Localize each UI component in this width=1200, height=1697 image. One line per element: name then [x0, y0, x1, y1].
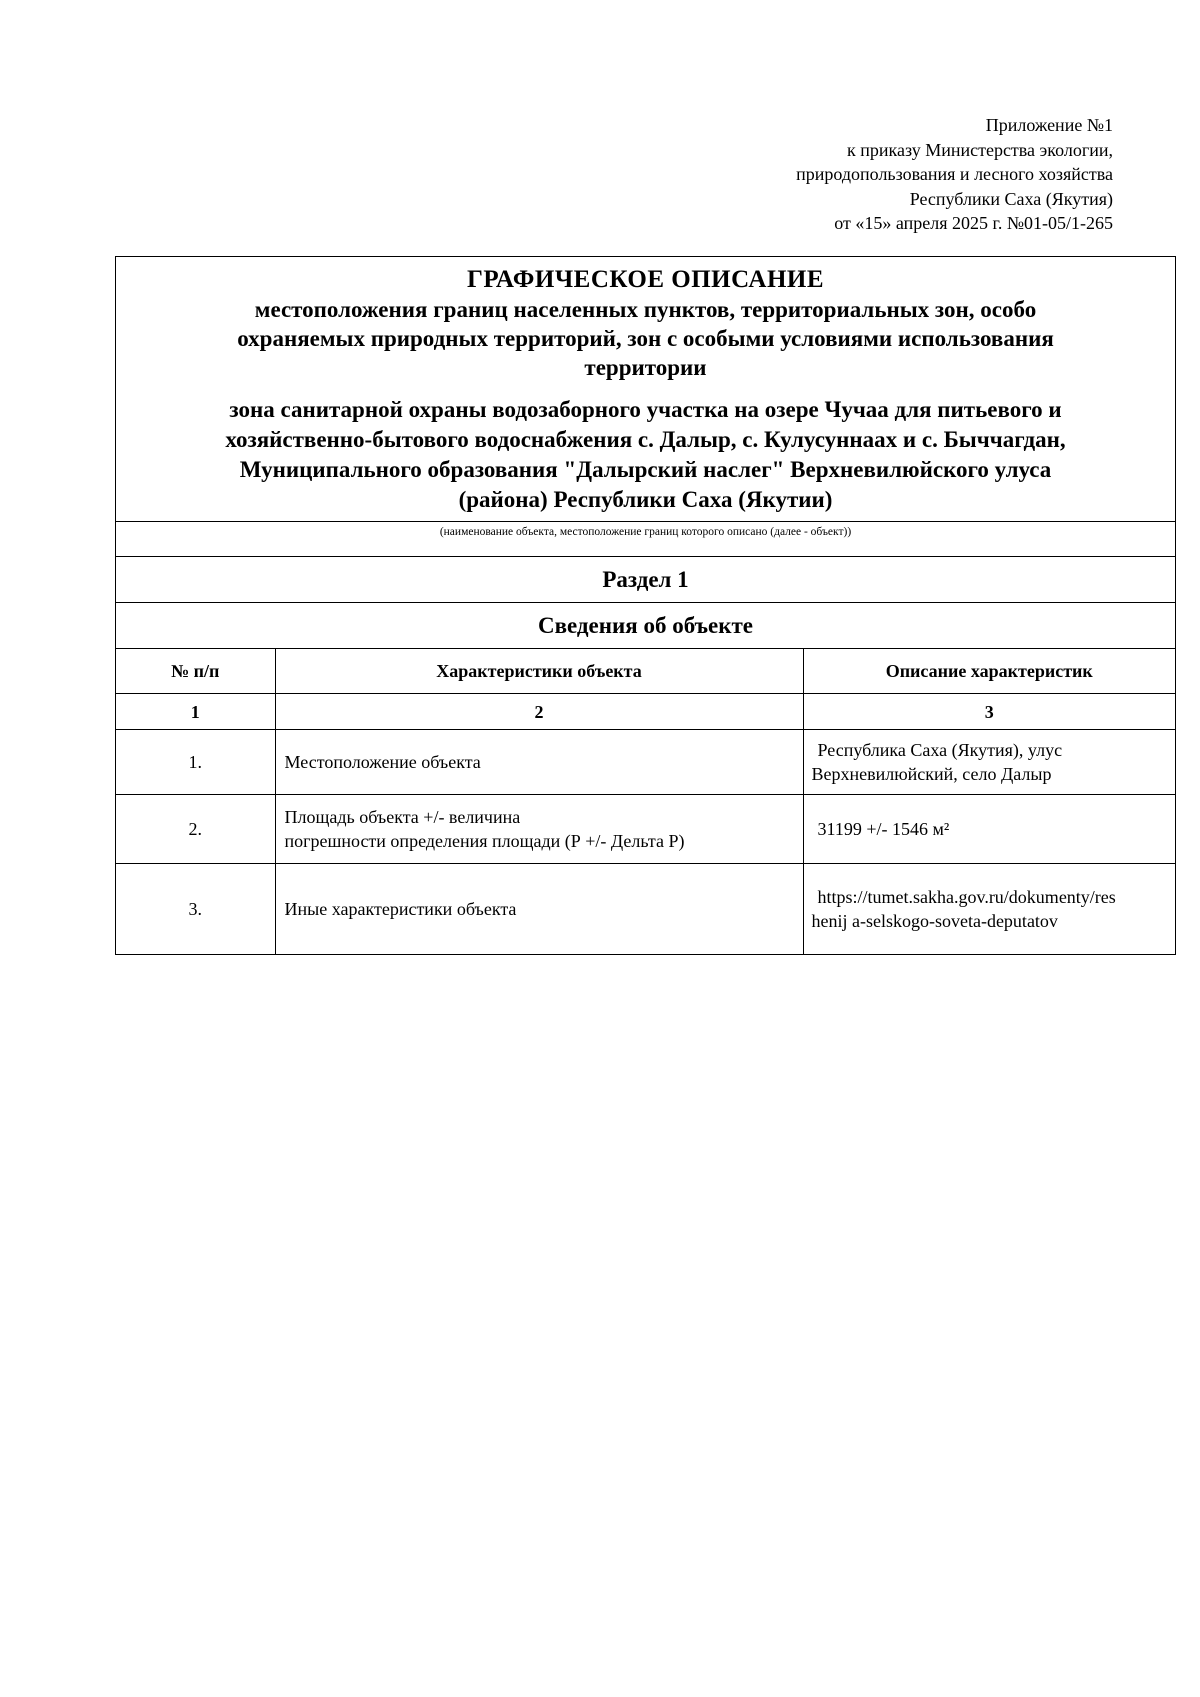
section-label: Раздел 1: [116, 556, 1175, 602]
object-name-line: хозяйственно-бытового водоснабжения с. Далыр, с. Кулусуннаах и с. Быччагдан,: [225, 427, 1066, 452]
table-header-row: [116, 649, 1175, 694]
object-info-table: [116, 648, 1175, 954]
document-title: ГРАФИЧЕСКОЕ ОПИСАНИЕ: [466, 266, 825, 293]
row-number: 3.: [116, 864, 275, 954]
appendix-line: к приказу Министерства экологии,: [846, 139, 1113, 160]
row-description: [803, 864, 1175, 954]
object-name-line: (района) Республики Саха (Якутии): [458, 487, 833, 512]
object-name-line: Муниципального образования "Далырский наслег" Верхневилюйского улуса: [239, 457, 1052, 482]
description-line: Верхневилюйский, село Далыр: [811, 764, 1052, 784]
object-link[interactable]: https://tumet.sakha.gov.ru/dokumenty/res: [817, 886, 1116, 907]
description-line: Республика Саха (Якутия), улус: [817, 740, 1063, 760]
row-description: [803, 795, 1175, 864]
row-characteristic: [275, 730, 803, 795]
appendix-block: [796, 113, 1113, 236]
subtitle-line: охраняемых природных территорий, зон с особыми условиями использования: [237, 326, 1054, 351]
characteristic-line: погрешности определения площади (Р +/- Дельта Р): [284, 831, 685, 851]
column-number-row: [116, 694, 1175, 730]
header-block: [116, 257, 1175, 521]
row-description: [803, 730, 1175, 795]
appendix-line: Республики Саха (Якутия): [909, 188, 1113, 209]
subtitle-line: местоположения границ населенных пунктов, территориальных зон, особо: [254, 297, 1037, 322]
table-row: [116, 730, 1175, 795]
characteristic-line: Площадь объекта +/- величина: [284, 807, 521, 827]
document-subtitle: [130, 295, 1161, 382]
column-header-number: № п/п: [116, 649, 275, 694]
column-header-characteristic: Характеристики объекта: [275, 649, 803, 694]
characteristic-line: Местоположение объекта: [284, 752, 481, 772]
appendix-line: природопользования и лесного хозяйства: [796, 164, 1113, 184]
object-link[interactable]: henij a-selskogo-soveta-deputatov: [811, 910, 1058, 931]
appendix-line: Приложение №1: [985, 115, 1113, 135]
column-number: 3: [803, 694, 1175, 730]
section-heading: Сведения об объекте: [116, 602, 1175, 648]
table-row: [116, 795, 1175, 864]
column-number: 1: [116, 694, 275, 730]
object-caption: (наименование объекта, местоположение границ которого описано (далее - объект)): [116, 521, 1175, 556]
characteristic-line: Иные характеристики объекта: [284, 898, 517, 919]
appendix-line: от «15» апреля 2025 г. №01-05/1-265: [834, 213, 1113, 233]
object-name-line: зона санитарной охраны водозаборного участка на озере Чучаа для питьевого и: [229, 397, 1062, 422]
table-row: [116, 864, 1175, 954]
column-number: 2: [275, 694, 803, 730]
object-name: [130, 395, 1161, 515]
row-number: 2.: [116, 795, 275, 864]
row-characteristic: [275, 795, 803, 864]
row-number: 1.: [116, 730, 275, 795]
document-frame: [115, 256, 1176, 955]
row-characteristic: [275, 864, 803, 954]
description-line: 31199 +/- 1546 м²: [817, 819, 950, 839]
column-header-description: Описание характеристик: [803, 649, 1175, 694]
subtitle-line: территории: [584, 355, 707, 380]
